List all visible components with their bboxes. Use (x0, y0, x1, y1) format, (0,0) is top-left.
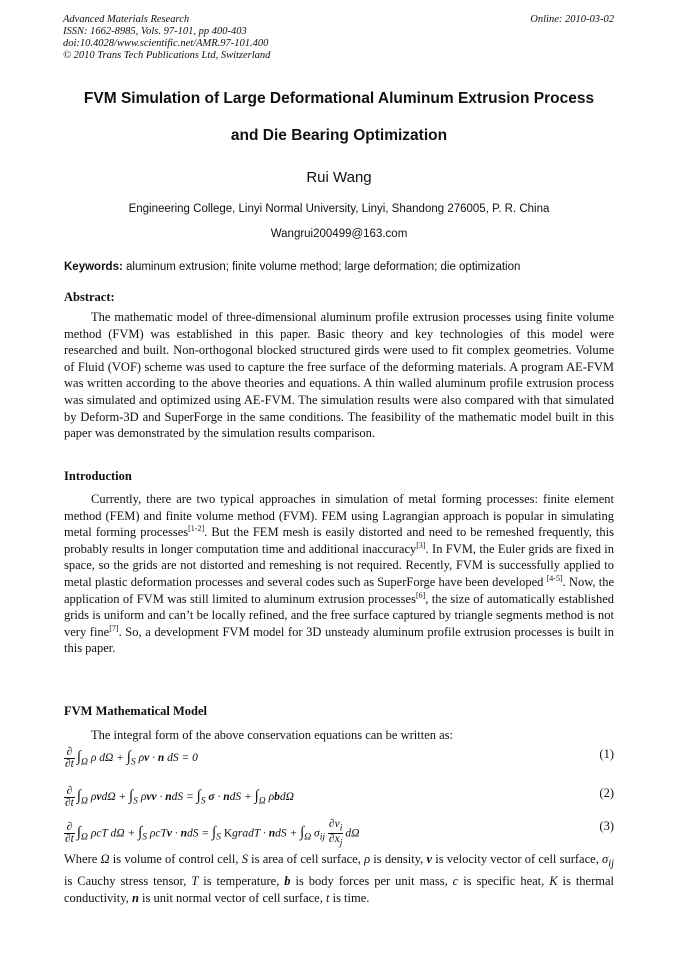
ref-3: [3] (416, 540, 426, 550)
author: Rui Wang (306, 169, 372, 186)
equation-1-number: (1) (599, 747, 614, 761)
model-heading: FVM Mathematical Model (64, 704, 208, 718)
copyright: © 2010 Trans Tech Publications Ltd, Switzerland (63, 50, 271, 61)
abstract-text: The mathematic model of three-dimensional aluminum profile extrusion processes using finite volume method (FVM) was established in this paper. Basic theory and key technologies of this model were researched and built. Non-orthogonal blocked structured girds were used to fit complex geometries. Volume of Fluid (VOF) scheme was used to capture the free surface of the deforming materials. A program AE-FVM was written according to the above theories and equations. A thin walled aluminum profile extrusion process was simulated and optimized using AE-FVM. The simulation results were also compared with that simulated by Deform-3D and SuperForge in the same conditions. The feasibility of the mathematic model built in this paper was demonstrated by the simulation results comparison. (64, 310, 614, 441)
ref-7: [7] (109, 623, 119, 633)
email: Wangrui200499@163.com (270, 228, 408, 240)
equation-1: $\frac{\partial}{\partial t}$ $\int_\Omega$ ρ $d\Omega + \int_S$ ρv · n dS = 0 (1) (65, 746, 614, 770)
introduction-text: Currently, there are two typical approaches in simulation of metal forming processes: finite element method (FEM) and finite volume method (FVM). FEM using Lagrangian approach is popular in simulating metal forming processes[1-2]. But the FEM mesh is easily distorted and need to be remeshed frequently, this probably results in longer computation time and additional inaccuracy[3]. In FVM, the Euler grids are fixed in space, so the grids are not distorted and remeshing is not required. Recently, FVM is successfully applied to metal plastic deformation processes and several codes such as SuperForge have been developed [4-5]. Now, the application of FVM was still limited to aluminum extrusion processes[6], the size of automatically established grids is uniform and can’t be locally refined, and the free surface captured by triangle segments method is not very fine[7]. So, a development FVM model for 3D unsteady aluminum profile extrusion processes is built in this paper. (64, 492, 614, 656)
model-intro: The integral form of the above conservation equations can be written as: (91, 728, 454, 742)
equation-2: $\frac{\partial}{\partial t}$ $\int_\Omega$ $\rho vd\Omega + \int_S$ ρvv · ndS = $\int_S$ σ · ndS + $\int_\Omega$ ρbdΩ (2) (65, 785, 614, 809)
abstract-heading: Abstract: (64, 290, 115, 304)
affiliation: Engineering College, Linyi Normal University, Linyi, Shandong 276005, P. R. China (128, 203, 550, 215)
journal-name: Advanced Materials Research (63, 14, 190, 25)
equation-3: $\frac{\partial}{\partial t}$ $\int_\Omega$ ρcT $d\Omega + \int_S$ ρcTv · ndS = $\int_S$ KgradT · ndS + $\int_\Omega$ $\sigma_{ij}$ $\frac{\partial v_i}{\partial x_j}$ dΩ (3) (65, 818, 614, 849)
online-date: Online: 2010-03-02 (530, 14, 614, 25)
paper-title-line1: FVM Simulation of Large Deformational Aluminum Extrusion Process (83, 90, 595, 107)
keywords-label: Keywords: (64, 261, 123, 273)
equation-3-number: (3) (599, 819, 614, 833)
issn: ISSN: 1662-8985, Vols. 97-101, pp 400-403 (63, 26, 247, 37)
introduction-heading: Introduction (64, 469, 132, 483)
paper-title-line2: and Die Bearing Optimization (230, 127, 448, 144)
doi: doi:10.4028/www.scientific.net/AMR.97-101.400 (63, 38, 269, 49)
ref-1-2: [1-2] (188, 524, 205, 534)
keywords (64, 261, 624, 273)
ref-4-5: [4-5] (546, 573, 563, 583)
equation-2-number: (2) (599, 786, 614, 800)
variable-definitions: Where Ω is volume of control cell, S is area of cell surface, ρ is density, v is velocity vector of cell surface, $\sigma_{ij}$ is Cauchy stress tensor, T is temperature, b is body forces per unit mass, c is specific heat, K is thermal conductivity, n is unit normal vector of cell surface, t is time. (64, 852, 615, 905)
keywords-text: aluminum extrusion; finite volume method; large deformation; die optimization (126, 261, 521, 273)
ref-6: [6] (415, 590, 426, 600)
journal-header (63, 14, 270, 62)
